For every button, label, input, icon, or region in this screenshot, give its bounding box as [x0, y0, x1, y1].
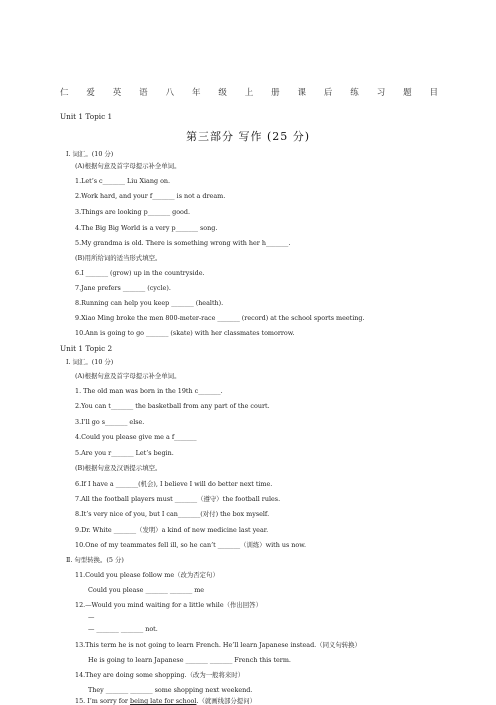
question: 8.It’s very nice of you, but I can_______(对付) the box myself. [75, 510, 270, 518]
section-title: 第三部分 写作 (25 分) [185, 130, 311, 143]
question: 4.The Big Big World is a very p_______ song. [75, 224, 218, 232]
question: 14.They are doing some shopping.（改为一般将来时） [75, 671, 245, 679]
question [75, 697, 256, 705]
title-char: 习 [376, 88, 386, 98]
document-title [60, 86, 438, 98]
question: 6.If I have a _______(机会), I believe I will do better next time. [75, 480, 273, 488]
question: 1.Let’s c_______ Liu Xiang on. [75, 177, 171, 185]
question: 13.This term he is not going to learn French. He’ll learn Japanese instead.（同义句转换） [75, 641, 361, 649]
question: 3.Things are looking p_______ good. [75, 208, 191, 216]
question: 9.Dr. White _______（发明）a kind of new medicine last year. [75, 526, 269, 534]
unit-heading: Unit 1 Topic 1 [60, 112, 113, 121]
question: 6.I _______ (grow) up in the countryside. [75, 269, 205, 277]
instruction: (A)根据句意及首字母提示补全单词。 [75, 372, 181, 380]
unit-heading: Unit 1 Topic 2 [60, 344, 113, 353]
title-char: 后 [323, 88, 333, 98]
question: 4.Could you please give me a f_______ [75, 433, 197, 441]
question: 2.You can t_______ the basketball from any part of the court. [75, 402, 270, 410]
question: 10.Ann is going to go _______ (skate) with her classmates tomorrow. [75, 329, 295, 337]
title-char: 课 [297, 88, 307, 98]
part-heading: Ⅰ. 词汇。(10 分) [66, 358, 114, 366]
instruction: (B)用所给词的适当形式填空。 [75, 254, 162, 262]
question: 5.My grandma is old. There is something wrong with her h_______. [75, 239, 291, 247]
question: 1. The old man was born in the 19th c_______. [75, 387, 223, 395]
question: 12.—Would you mind waiting for a little while（作出回答） [75, 601, 262, 609]
answer-line: Could you please _______ _______ me [88, 586, 205, 594]
answer-line: They _______ _______ some shopping next weekend. [88, 686, 253, 694]
question: 5.Are you r_______ Let’s begin. [75, 449, 174, 457]
title-char: 目 [429, 88, 438, 98]
question-text: 15. I’m sorry for [75, 697, 131, 705]
question: 7.All the football players must _______（遵守）the football rules. [75, 495, 281, 503]
title-char: 爱 [86, 88, 95, 98]
title-char: 年 [191, 88, 201, 98]
title-char: 英 [112, 88, 122, 98]
question: 8.Running can help you keep _______ (health). [75, 299, 224, 307]
title-char: 上 [244, 88, 254, 98]
question: 2.Work hard, and your f_______ is not a dream. [75, 192, 226, 200]
instruction: (A)根据句意及首字母提示补全单词。 [75, 162, 181, 170]
title-char: 八 [165, 88, 175, 98]
question: 9.Xiao Ming broke the men 800-meter-race _______ (record) at the school sports meeting. [75, 314, 365, 322]
part-heading: Ⅱ. 句型转换。(5 分) [66, 556, 124, 564]
instruction: (B)根据句意及汉语提示填空。 [75, 464, 162, 472]
title-char: 级 [218, 88, 227, 98]
question: 3.I’ll go s_______ else. [75, 418, 145, 426]
answer-line: — [88, 613, 95, 621]
answer-line: He is going to learn Japanese _______ _______ French this term. [88, 656, 291, 664]
title-char: 册 [271, 88, 280, 98]
title-char: 题 [403, 88, 412, 98]
question: 11.Could you please follow me（改为否定句） [75, 571, 219, 579]
question-text: .（就画线部分提问） [196, 697, 256, 705]
answer-line: — _______ _______ not. [88, 625, 158, 633]
question: 10.One of my teammates fell ill, so he can’t _______（训练）with us now. [75, 541, 307, 549]
title-char: 仁 [60, 88, 69, 98]
part-heading: Ⅰ. 词汇。(10 分) [66, 150, 114, 158]
question: 7.Jane prefers _______ (cycle). [75, 284, 171, 292]
title-char: 语 [139, 88, 148, 98]
title-char: 练 [350, 88, 359, 98]
underlined-phrase: being late for school [130, 697, 197, 705]
